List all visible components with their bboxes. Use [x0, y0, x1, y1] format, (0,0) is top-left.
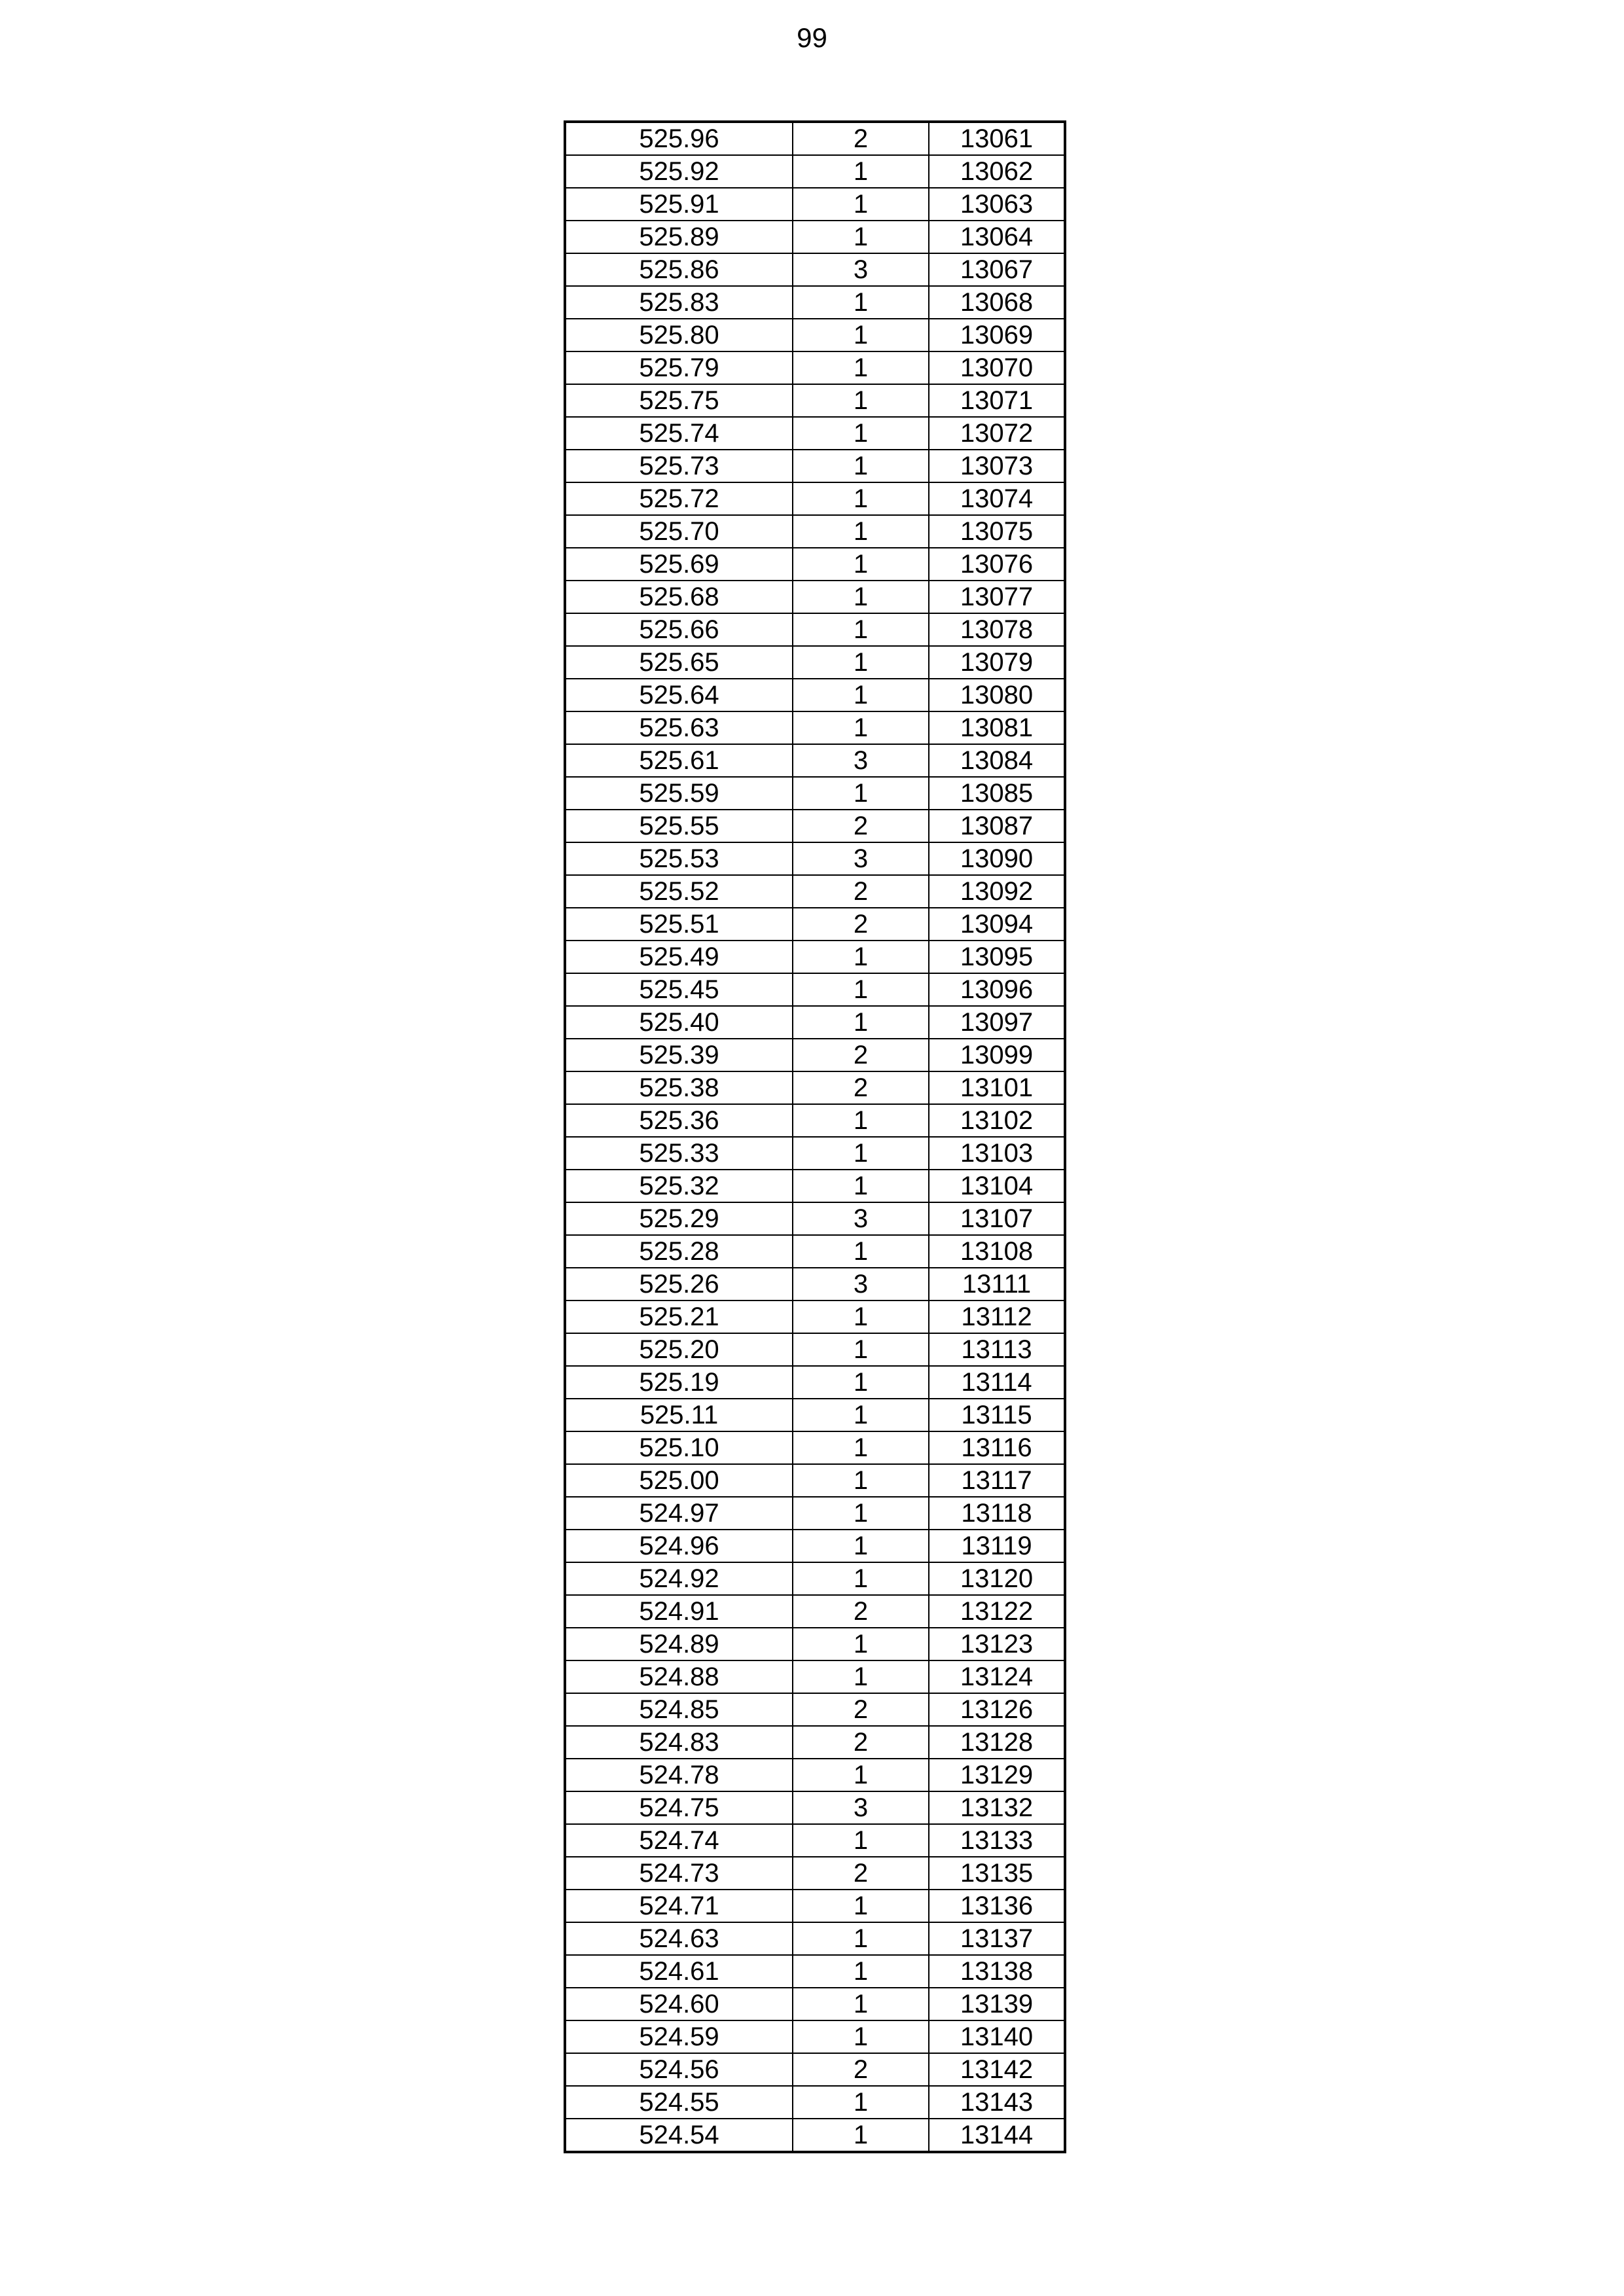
cumulative-cell: 13069 — [929, 319, 1065, 351]
count-cell: 1 — [793, 2119, 929, 2152]
table-row — [565, 253, 1065, 286]
count-cell: 1 — [793, 1497, 929, 1530]
count-cell: 1 — [793, 2086, 929, 2119]
value-cell: 525.00 — [565, 1464, 793, 1497]
value-cell: 525.51 — [565, 908, 793, 941]
table-row — [565, 1988, 1065, 2020]
cumulative-cell: 13071 — [929, 384, 1065, 417]
value-cell: 524.85 — [565, 1693, 793, 1726]
cumulative-cell: 13064 — [929, 221, 1065, 253]
cumulative-cell: 13119 — [929, 1530, 1065, 1562]
cumulative-cell: 13095 — [929, 941, 1065, 973]
value-cell: 525.63 — [565, 711, 793, 744]
cumulative-cell: 13144 — [929, 2119, 1065, 2152]
table-row — [565, 1922, 1065, 1955]
table-row — [565, 581, 1065, 613]
count-cell: 1 — [793, 613, 929, 646]
table-row — [565, 1791, 1065, 1824]
value-cell: 525.96 — [565, 122, 793, 155]
table-row — [565, 941, 1065, 973]
value-cell: 525.21 — [565, 1300, 793, 1333]
count-cell: 3 — [793, 1268, 929, 1300]
cumulative-cell: 13073 — [929, 450, 1065, 482]
value-cell: 524.55 — [565, 2086, 793, 2119]
value-cell: 525.11 — [565, 1399, 793, 1431]
count-cell: 1 — [793, 221, 929, 253]
cumulative-cell: 13072 — [929, 417, 1065, 450]
count-cell: 1 — [793, 1235, 929, 1268]
table-row — [565, 482, 1065, 515]
count-cell: 1 — [793, 1464, 929, 1497]
value-cell: 525.55 — [565, 810, 793, 842]
table-row — [565, 319, 1065, 351]
table-row — [565, 351, 1065, 384]
value-cell: 524.78 — [565, 1759, 793, 1791]
count-cell: 1 — [793, 155, 929, 188]
value-cell: 524.73 — [565, 1857, 793, 1890]
cumulative-cell: 13113 — [929, 1333, 1065, 1366]
count-cell: 3 — [793, 842, 929, 875]
count-cell: 2 — [793, 810, 929, 842]
data-table — [564, 120, 1066, 2153]
cumulative-cell: 13116 — [929, 1431, 1065, 1464]
value-cell: 524.59 — [565, 2020, 793, 2053]
table-row — [565, 1726, 1065, 1759]
table-row — [565, 679, 1065, 711]
cumulative-cell: 13099 — [929, 1039, 1065, 1071]
count-cell: 2 — [793, 1726, 929, 1759]
cumulative-cell: 13062 — [929, 155, 1065, 188]
cumulative-cell: 13120 — [929, 1562, 1065, 1595]
count-cell: 2 — [793, 1595, 929, 1628]
table-row — [565, 1530, 1065, 1562]
cumulative-cell: 13078 — [929, 613, 1065, 646]
value-cell: 525.66 — [565, 613, 793, 646]
count-cell: 1 — [793, 384, 929, 417]
value-cell: 524.63 — [565, 1922, 793, 1955]
count-cell: 1 — [793, 1562, 929, 1595]
count-cell: 1 — [793, 1431, 929, 1464]
count-cell: 1 — [793, 1137, 929, 1170]
cumulative-cell: 13143 — [929, 2086, 1065, 2119]
value-cell: 525.53 — [565, 842, 793, 875]
value-cell: 524.60 — [565, 1988, 793, 2020]
table-row — [565, 1759, 1065, 1791]
table-row — [565, 384, 1065, 417]
table-row — [565, 875, 1065, 908]
value-cell: 525.29 — [565, 1202, 793, 1235]
cumulative-cell: 13117 — [929, 1464, 1065, 1497]
table-row — [565, 613, 1065, 646]
value-cell: 525.52 — [565, 875, 793, 908]
table-row — [565, 548, 1065, 581]
cumulative-cell: 13087 — [929, 810, 1065, 842]
cumulative-cell: 13107 — [929, 1202, 1065, 1235]
value-cell: 525.86 — [565, 253, 793, 286]
table-row — [565, 1366, 1065, 1399]
table-row — [565, 1170, 1065, 1202]
count-cell: 1 — [793, 1104, 929, 1137]
table-row — [565, 286, 1065, 319]
value-cell: 524.97 — [565, 1497, 793, 1530]
count-cell: 1 — [793, 1333, 929, 1366]
cumulative-cell: 13126 — [929, 1693, 1065, 1726]
cumulative-cell: 13080 — [929, 679, 1065, 711]
count-cell: 1 — [793, 1955, 929, 1988]
cumulative-cell: 13094 — [929, 908, 1065, 941]
table-row — [565, 1333, 1065, 1366]
cumulative-cell: 13104 — [929, 1170, 1065, 1202]
value-cell: 525.75 — [565, 384, 793, 417]
table-row — [565, 1268, 1065, 1300]
value-cell: 525.92 — [565, 155, 793, 188]
cumulative-cell: 13067 — [929, 253, 1065, 286]
value-cell: 524.71 — [565, 1890, 793, 1922]
table-row — [565, 711, 1065, 744]
count-cell: 1 — [793, 711, 929, 744]
table-row — [565, 777, 1065, 810]
cumulative-cell: 13137 — [929, 1922, 1065, 1955]
count-cell: 2 — [793, 2053, 929, 2086]
count-cell: 1 — [793, 777, 929, 810]
count-cell: 1 — [793, 1922, 929, 1955]
table-row — [565, 1104, 1065, 1137]
cumulative-cell: 13133 — [929, 1824, 1065, 1857]
table-row — [565, 908, 1065, 941]
table-row — [565, 1235, 1065, 1268]
page-number: 99 — [797, 22, 827, 53]
value-cell: 525.40 — [565, 1006, 793, 1039]
count-cell: 1 — [793, 2020, 929, 2053]
table-row — [565, 1071, 1065, 1104]
table-row — [565, 1399, 1065, 1431]
count-cell: 1 — [793, 1300, 929, 1333]
value-cell: 524.91 — [565, 1595, 793, 1628]
table-row — [565, 1464, 1065, 1497]
table-row — [565, 155, 1065, 188]
count-cell: 1 — [793, 1399, 929, 1431]
cumulative-cell: 13115 — [929, 1399, 1065, 1431]
value-cell: 525.38 — [565, 1071, 793, 1104]
cumulative-cell: 13068 — [929, 286, 1065, 319]
table-row — [565, 1857, 1065, 1890]
count-cell: 2 — [793, 908, 929, 941]
cumulative-cell: 13075 — [929, 515, 1065, 548]
value-cell: 524.56 — [565, 2053, 793, 2086]
cumulative-cell: 13135 — [929, 1857, 1065, 1890]
table-row — [565, 646, 1065, 679]
value-cell: 525.69 — [565, 548, 793, 581]
value-cell: 524.75 — [565, 1791, 793, 1824]
value-cell: 525.61 — [565, 744, 793, 777]
count-cell: 1 — [793, 515, 929, 548]
count-cell: 1 — [793, 973, 929, 1006]
value-cell: 525.45 — [565, 973, 793, 1006]
table-row — [565, 2119, 1065, 2152]
cumulative-cell: 13114 — [929, 1366, 1065, 1399]
value-cell: 525.65 — [565, 646, 793, 679]
cumulative-cell: 13102 — [929, 1104, 1065, 1137]
cumulative-cell: 13128 — [929, 1726, 1065, 1759]
value-cell: 525.49 — [565, 941, 793, 973]
cumulative-cell: 13090 — [929, 842, 1065, 875]
value-cell: 525.74 — [565, 417, 793, 450]
table-row — [565, 1300, 1065, 1333]
cumulative-cell: 13139 — [929, 1988, 1065, 2020]
table-row — [565, 744, 1065, 777]
count-cell: 1 — [793, 1628, 929, 1660]
value-cell: 525.72 — [565, 482, 793, 515]
value-cell: 524.88 — [565, 1660, 793, 1693]
count-cell: 1 — [793, 417, 929, 450]
table-row — [565, 515, 1065, 548]
value-cell: 525.33 — [565, 1137, 793, 1170]
count-cell: 1 — [793, 319, 929, 351]
cumulative-cell: 13136 — [929, 1890, 1065, 1922]
cumulative-cell: 13076 — [929, 548, 1065, 581]
cumulative-cell: 13132 — [929, 1791, 1065, 1824]
count-cell: 2 — [793, 1039, 929, 1071]
count-cell: 1 — [793, 1006, 929, 1039]
cumulative-cell: 13112 — [929, 1300, 1065, 1333]
value-cell: 525.19 — [565, 1366, 793, 1399]
value-cell: 525.32 — [565, 1170, 793, 1202]
table-row — [565, 1202, 1065, 1235]
count-cell: 1 — [793, 1824, 929, 1857]
table-row — [565, 1431, 1065, 1464]
cumulative-cell: 13092 — [929, 875, 1065, 908]
value-cell: 524.54 — [565, 2119, 793, 2152]
cumulative-cell: 13081 — [929, 711, 1065, 744]
value-cell: 524.83 — [565, 1726, 793, 1759]
count-cell: 1 — [793, 581, 929, 613]
table-row — [565, 1039, 1065, 1071]
table-row — [565, 122, 1065, 155]
cumulative-cell: 13123 — [929, 1628, 1065, 1660]
count-cell: 1 — [793, 1170, 929, 1202]
count-cell: 2 — [793, 122, 929, 155]
count-cell: 3 — [793, 1202, 929, 1235]
count-cell: 2 — [793, 1693, 929, 1726]
cumulative-cell: 13085 — [929, 777, 1065, 810]
table-row — [565, 973, 1065, 1006]
table-row — [565, 221, 1065, 253]
cumulative-cell: 13129 — [929, 1759, 1065, 1791]
count-cell: 2 — [793, 875, 929, 908]
cumulative-cell: 13108 — [929, 1235, 1065, 1268]
cumulative-cell: 13140 — [929, 2020, 1065, 2053]
count-cell: 1 — [793, 1890, 929, 1922]
value-cell: 525.79 — [565, 351, 793, 384]
cumulative-cell: 13077 — [929, 581, 1065, 613]
table-row — [565, 1628, 1065, 1660]
table-row — [565, 1955, 1065, 1988]
value-cell: 524.89 — [565, 1628, 793, 1660]
cumulative-cell: 13084 — [929, 744, 1065, 777]
value-cell: 524.74 — [565, 1824, 793, 1857]
count-cell: 1 — [793, 351, 929, 384]
value-cell: 525.20 — [565, 1333, 793, 1366]
cumulative-cell: 13118 — [929, 1497, 1065, 1530]
table-row — [565, 2053, 1065, 2086]
table-row — [565, 2086, 1065, 2119]
cumulative-cell: 13097 — [929, 1006, 1065, 1039]
cumulative-cell: 13061 — [929, 122, 1065, 155]
cumulative-cell: 13122 — [929, 1595, 1065, 1628]
value-cell: 525.10 — [565, 1431, 793, 1464]
count-cell: 3 — [793, 1791, 929, 1824]
table-row — [565, 1890, 1065, 1922]
cumulative-cell: 13096 — [929, 973, 1065, 1006]
count-cell: 1 — [793, 482, 929, 515]
count-cell: 3 — [793, 253, 929, 286]
count-cell: 2 — [793, 1857, 929, 1890]
value-cell: 525.64 — [565, 679, 793, 711]
value-cell: 524.96 — [565, 1530, 793, 1562]
count-cell: 1 — [793, 1366, 929, 1399]
count-cell: 1 — [793, 188, 929, 221]
cumulative-cell: 13138 — [929, 1955, 1065, 1988]
value-cell: 525.28 — [565, 1235, 793, 1268]
table-row — [565, 1824, 1065, 1857]
count-cell: 3 — [793, 744, 929, 777]
value-cell: 524.92 — [565, 1562, 793, 1595]
value-cell: 525.83 — [565, 286, 793, 319]
value-cell: 525.73 — [565, 450, 793, 482]
table-row — [565, 188, 1065, 221]
cumulative-cell: 13103 — [929, 1137, 1065, 1170]
value-cell: 525.91 — [565, 188, 793, 221]
table-row — [565, 1006, 1065, 1039]
table-row — [565, 1660, 1065, 1693]
value-cell: 525.39 — [565, 1039, 793, 1071]
table-row — [565, 1497, 1065, 1530]
value-cell: 525.36 — [565, 1104, 793, 1137]
table-row — [565, 1137, 1065, 1170]
value-cell: 524.61 — [565, 1955, 793, 1988]
count-cell: 1 — [793, 1759, 929, 1791]
value-cell: 525.59 — [565, 777, 793, 810]
table-row — [565, 450, 1065, 482]
count-cell: 1 — [793, 679, 929, 711]
value-cell: 525.80 — [565, 319, 793, 351]
table-body — [565, 122, 1065, 2152]
cumulative-cell: 13111 — [929, 1268, 1065, 1300]
value-cell: 525.89 — [565, 221, 793, 253]
table-row — [565, 417, 1065, 450]
value-cell: 525.26 — [565, 1268, 793, 1300]
cumulative-cell: 13124 — [929, 1660, 1065, 1693]
cumulative-cell: 13074 — [929, 482, 1065, 515]
count-cell: 1 — [793, 1660, 929, 1693]
count-cell: 1 — [793, 1988, 929, 2020]
cumulative-cell: 13070 — [929, 351, 1065, 384]
table-row — [565, 2020, 1065, 2053]
cumulative-cell: 13079 — [929, 646, 1065, 679]
count-cell: 1 — [793, 941, 929, 973]
cumulative-cell: 13063 — [929, 188, 1065, 221]
table-row — [565, 842, 1065, 875]
table-row — [565, 810, 1065, 842]
count-cell: 1 — [793, 646, 929, 679]
table-row — [565, 1693, 1065, 1726]
value-cell: 525.70 — [565, 515, 793, 548]
table-row — [565, 1562, 1065, 1595]
count-cell: 1 — [793, 548, 929, 581]
count-cell: 1 — [793, 286, 929, 319]
count-cell: 1 — [793, 1530, 929, 1562]
cumulative-cell: 13101 — [929, 1071, 1065, 1104]
count-cell: 1 — [793, 450, 929, 482]
value-cell: 525.68 — [565, 581, 793, 613]
count-cell: 2 — [793, 1071, 929, 1104]
cumulative-cell: 13142 — [929, 2053, 1065, 2086]
table-row — [565, 1595, 1065, 1628]
